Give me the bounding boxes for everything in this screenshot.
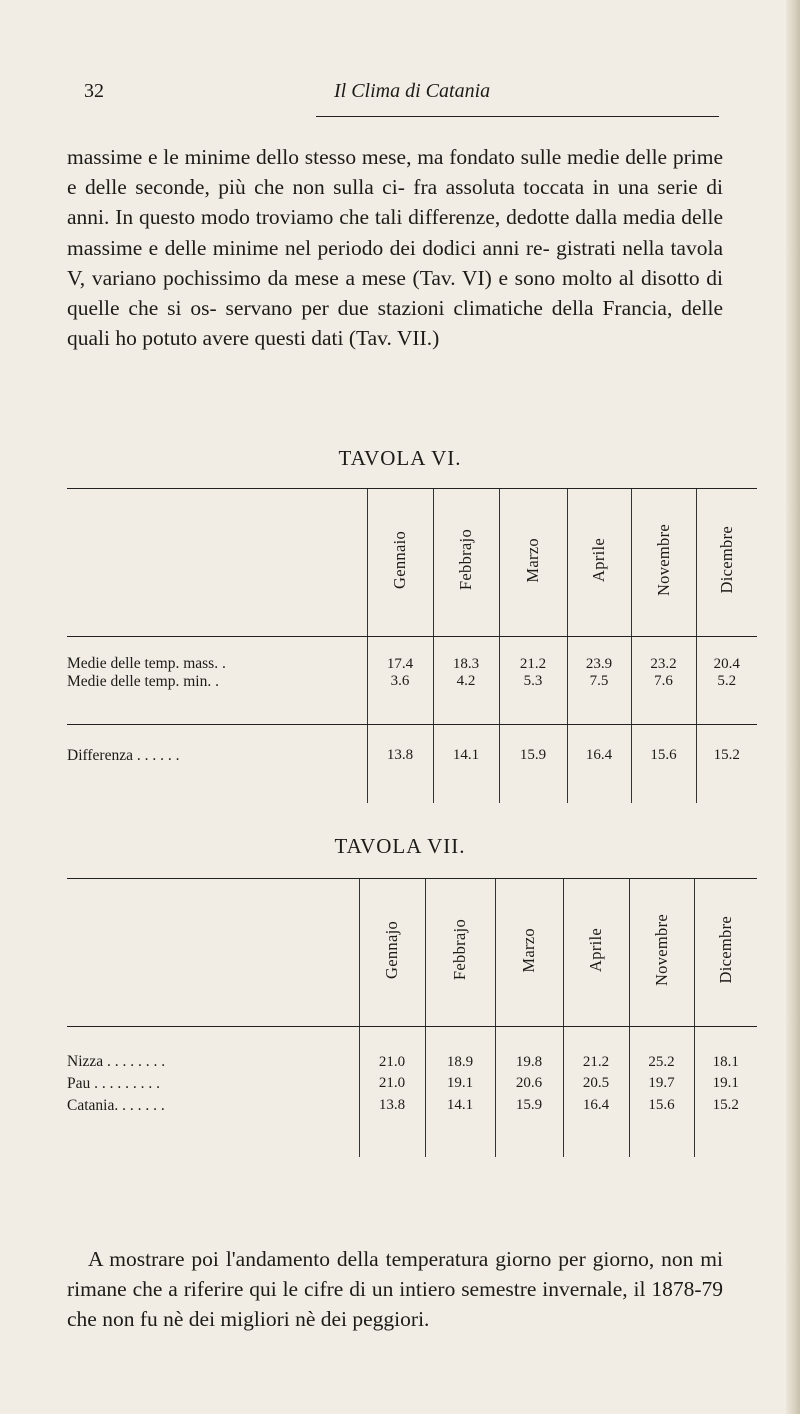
- table-vi-col-header: Novembre: [631, 489, 696, 637]
- table-vii: [67, 878, 757, 1157]
- table-vii-col-header: Marzo: [495, 879, 563, 1027]
- table-vii-col-header: Gennajo: [359, 879, 425, 1027]
- table-row: Medie delle temp. mass. . 17.4 18.3 21.2 23.9 23.2 20.4: [67, 637, 757, 673]
- table-vii-col-header: Febbrajo: [425, 879, 495, 1027]
- table-vi-col-header: Marzo: [499, 489, 567, 637]
- table-row: Differenza . . . . . . 13.8 14.1 15.9 16.4 15.6 15.2: [67, 725, 757, 803]
- paragraph-closing: A mostrare poi l'andamento della temperatura giorno per giorno, non mi rimane che a riferire qui le cifre di un intiero semestre invernale, il 1878-79 che non fu nè dei migliori nè dei peggiori.: [67, 1247, 723, 1332]
- table-vii-col-header: Aprile: [563, 879, 629, 1027]
- table-vi: [67, 488, 757, 803]
- table-vi-col-header: Dicembre: [696, 489, 757, 637]
- table-vi-col-header: Febbrajo: [433, 489, 499, 637]
- table-vi-col-header: Gennaio: [367, 489, 433, 637]
- table-vi-corner: [67, 489, 367, 637]
- table-vii-corner: [67, 879, 359, 1027]
- table-vii-title: TAVOLA VII.: [334, 834, 466, 858]
- table-vii-col-header: Dicembre: [694, 879, 757, 1027]
- running-header: [84, 80, 724, 110]
- table-row: Medie delle temp. min. . 3.6 4.2 5.3 7.5 7.6 5.2: [67, 673, 757, 725]
- table-row: Catania. . . . . . . 13.8 14.1 15.9 16.4 15.6 15.2: [67, 1097, 757, 1157]
- table-row: Pau . . . . . . . . . 21.0 19.1 20.6 20.5 19.7 19.1: [67, 1071, 757, 1097]
- page-edge-shadow: [786, 0, 800, 1414]
- header-rule: [316, 116, 719, 117]
- table-vi-title: TAVOLA VI.: [338, 446, 462, 470]
- running-title: Il Clima di Catania: [334, 80, 491, 102]
- table-vi-col-header: Aprile: [567, 489, 631, 637]
- page-number: 32: [84, 80, 104, 102]
- table-vii-col-header: Novembre: [629, 879, 694, 1027]
- paragraph-intro: massime e le minime dello stesso mese, ma fondato sulle medie delle prime e delle seconde, più che non sulla ci- fra assoluta toccata in una serie di anni. In questo modo troviamo che tali differenze, dedotte dalla media delle massime e delle minime nel periodo dei dodici anni re- gistrati nella tavola V, variano pochissimo da mese a mese (Tav. VI) e sono molto al disotto di quelle che si os- servano per due stazioni climatiche della Francia, delle quali ho potuto avere questi dati (Tav. VII.): [67, 145, 723, 351]
- table-row: Nizza . . . . . . . . 21.0 18.9 19.8 21.2 25.2 18.1: [67, 1027, 757, 1071]
